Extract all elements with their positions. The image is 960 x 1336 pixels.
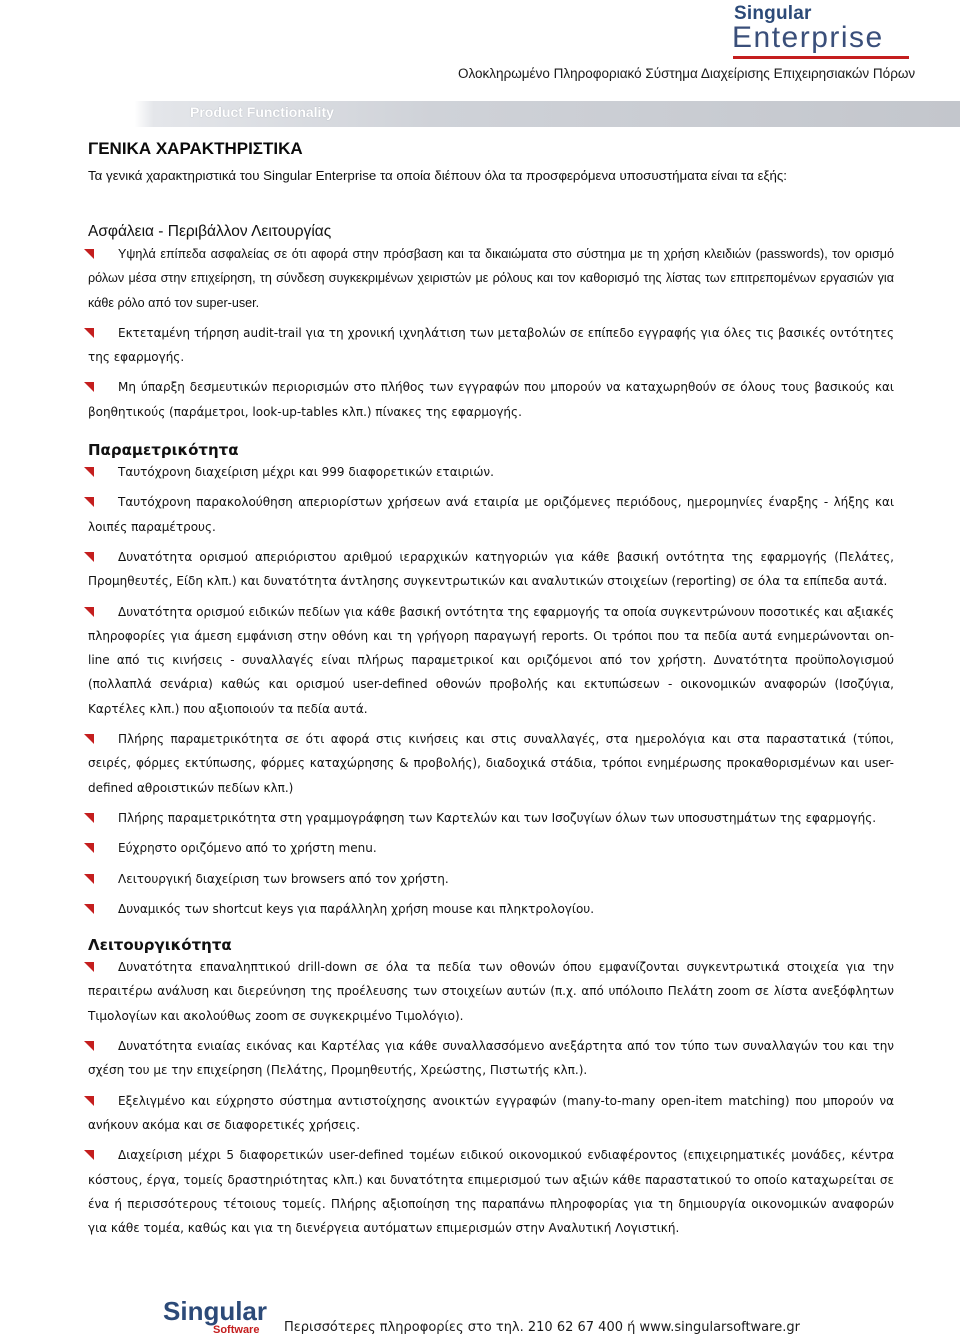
- red-bullet-icon: [84, 1150, 94, 1160]
- page-title: ΓΕΝΙΚΑ ΧΑΡΑΚΤΗΡΙΣΤΙΚΑ: [88, 139, 303, 158]
- list-item-text: Δυνατότητα ενιαίας εικόνας και Καρτέλας για κάθε συναλλασσόμενο ανεξάρτητα από τον τύπο των συναλλαγών του και την σχέση του με την επιχείρηση (Πελάτης, Προμηθευτής, Χρεώστης, Πιστωτής κλπ.).: [88, 1039, 894, 1078]
- list-item-text: Υψηλά επίπεδα ασφαλείας σε ότι αφορά στην πρόσβαση και τα δικαιώματα στο σύστημα με τη χρήση κλειδιών (passwords), τον ορισμό ρόλων μέσα στην επιχείρηση, τη σύνδεση συγκεκριμένων χειριστών με ρόλους και τον καθορισμό της λίστας των επιτρεπομένων εργασιών για κάθε ρόλο από τον super-user.: [88, 247, 894, 310]
- footer-logo: Singular: [163, 1296, 268, 1326]
- list-item: [88, 727, 894, 800]
- list-item: [88, 1089, 894, 1138]
- red-bullet-icon: [84, 813, 94, 823]
- contact-info: Περισσότερες πληροφορίες στο τηλ. 210 62 67 400 ή www.singularsoftware.gr: [284, 1320, 800, 1335]
- page-header: [0, 0, 960, 130]
- red-bullet-icon: [84, 843, 94, 853]
- red-bullet-icon: [84, 607, 94, 617]
- red-bullet-icon: [84, 904, 94, 914]
- red-bullet-icon: [84, 328, 94, 338]
- product-subtitle: Ολοκληρωμένο Πληροφοριακό Σύστημα Διαχείρισης Επιχειρησιακών Πόρων: [458, 66, 916, 81]
- list-item-text: Λειτουργική διαχείριση των browsers από τον χρήστη.: [118, 871, 449, 886]
- list-item-text: Μη ύπαρξη δεσμευτικών περιορισμών στο πλήθος των εγγραφών που μπορούν να καταχωρηθούν σε όλους τους βασικούς και βοηθητικούς (παράμετροι, look-up-tables κλπ.) πίνακες της εφαρμογής.: [88, 380, 894, 419]
- footer-logo-sub: Software: [213, 1324, 260, 1336]
- red-bullet-icon: [84, 249, 94, 259]
- list-item-text: Διαχείριση μέχρι 5 διαφορετικών user-defined τομέων ειδικού οικονομικού ενδιαφέροντος (επιχειρηματικές μονάδες, κέντρα κόστους, έργα, τομείς δραστηριότητας κλπ.) και δυνατότητα επιμερισμού των αξιών κάθε παραστατικού το οποίο καταχωρείται σε ένα ή περισσότερους τέτοιους τομείς. Πλήρης αξιοποίηση της παραπάνω πληροφορίας για τη δημιουργία οικονομικών αναφορών για κάθε τομέα, καθώς και για τη διενέργεια αυτόματων επιμερισμών στην Αναλυτική Λογιστική.: [88, 1148, 894, 1236]
- list-item: [88, 955, 894, 1028]
- list-item-text: Εύχρηστο οριζόμενο από το χρήστη menu.: [118, 841, 377, 856]
- list-item-text: Πλήρης παραμετρικότητα σε ότι αφορά στις κινήσεις και στις συναλλαγές, στα ημερολόγια και στα παραστατικά (τύποι, σειρές, φόρμες εκτύπωσης, φόρμες καταχώρησης & προβολής), διαδοχικά στάδια, τρόποι ενημέρωσης προκαθορισμένων και user-defined αθροιστικών πεδίων κλπ.): [88, 732, 894, 795]
- list-item-text: Εκτεταμένη τήρηση audit-trail για τη χρονική ιχνηλάτιση των μεταβολών σε επίπεδο εγγραφής για όλες τις βασικές οντότητες της εφαρμογής.: [88, 325, 894, 365]
- red-bullet-icon: [84, 382, 94, 392]
- list-item: [88, 836, 894, 860]
- list-item: [88, 490, 894, 539]
- red-bullet-icon: [84, 734, 94, 744]
- list-item-text: Πλήρης παραμετρικότητα στη γραμμογράφηση των Καρτελών και των Ισοζυγίων όλων των υποσυστημάτων της εφαρμογής.: [118, 810, 877, 825]
- list-item-text: Ταυτόχρονη παρακολούθηση απεριορίστων χρήσεων ανά εταιρία με οριζόμενες περιόδους, ημερομηνίες έναρξης - λήξης και λοιπές παραμέτρους.: [88, 495, 894, 534]
- logo-underline: [733, 56, 909, 59]
- list-item: [88, 242, 894, 315]
- list-item-text: Δυνατότητα ορισμού απεριόριστου αριθμού ιεραρχικών κατηγοριών για κάθε βασική οντότητα της εφαρμογής (Πελάτες, Προμηθευτές, Είδη κλπ.) και δυνατότητα άντλησης συγκεντρωτικών και αναλυτικών στοιχείων (reporting) σε όλα τα επίπεδα αυτά.: [88, 549, 894, 589]
- list-item: [88, 1143, 894, 1240]
- enterprise-logo: Enterprise: [732, 21, 884, 54]
- logo-small-text: Singular: [734, 3, 812, 24]
- red-bullet-icon: [84, 1041, 94, 1051]
- list-item-text: Εξελιγμένο και εύχρηστο σύστημα αντιστοίχησης ανοικτών εγγραφών (many-to-many open-item matching) που μπορούν να ανήκουν ακόμα και σε διαφορετικές χρήσεις.: [88, 1093, 894, 1132]
- list-item: [88, 545, 894, 594]
- product-functionality-band: [0, 101, 960, 127]
- document-body: [88, 138, 894, 1240]
- list-item: [88, 1034, 894, 1083]
- list-item-text: Ταυτόχρονη διαχείριση μέχρι και 999 διαφορετικών εταιριών.: [118, 465, 494, 480]
- list-item: [88, 375, 894, 424]
- red-bullet-icon: [84, 552, 94, 562]
- list-item-text: Δυνατότητα επαναληπτικού drill-down σε όλα τα πεδία των οθονών όπου εμφανίζονται συγκεντρωτικά στοιχεία για την περαιτέρω ανάλυση και διερεύνηση της προέλευσης των στοιχείων αυτών (π.χ. από υπόλοιπο Πελάτη zoom σε λίστα ανεξόφλητων Τιμολογίων και ακολούθως zoom σε συγκεκριμένο Τιμολόγιο).: [88, 960, 894, 1023]
- list-item: [88, 806, 894, 830]
- section-title-security: Ασφάλεια - Περιβάλλον Λειτουργίας: [88, 223, 332, 240]
- red-bullet-icon: [84, 497, 94, 507]
- section-title-parameters: Παραμετρικότητα: [88, 441, 239, 460]
- list-item-text: Δυναμικός των shortcut keys για παράλληλη χρήση mouse και πληκτρολογίου.: [118, 901, 595, 916]
- red-bullet-icon: [84, 467, 94, 477]
- section-title-functionality: Λειτουργικότητα: [88, 936, 232, 955]
- list-item-text: Δυνατότητα ορισμού ειδικών πεδίων για κάθε βασική οντότητα της εφαρμογής τα οποία συγκεντρώνουν ποσοτικές και αξιακές πληροφορίες για άμεση εμφάνιση στην οθόνη και τη γρήγορη παραγωγή reports. Οι τρόποι που τα πεδία αυτά ενημερώνονται on-line από τις κινήσεις - συναλλαγές είναι πλήρως παραμετρικοί και οριζόμενοι από τον χρήστη. Δυνατότητα προϋπολογισμού (πολλαπλά σενάρια) καθώς και ορισμού user-defined οθονών προβολής και εκτυπώσεων - οικονομικών αναφορών (Ισοζύγια, Καρτέλες κλπ.) που αξιοποιούν τα πεδία αυτά.: [88, 604, 894, 716]
- list-item: [88, 897, 894, 921]
- list-item: [88, 600, 894, 721]
- list-item: [88, 867, 894, 891]
- page-footer: [0, 1290, 960, 1336]
- list-item: [88, 460, 894, 484]
- intro-text: Τα γενικά χαρακτηριστικά του Singular Enterprise τα οποία διέπουν όλα τα προσφερόμενα υποσυστήματα είναι τα εξής:: [88, 168, 787, 183]
- list-item: [88, 321, 894, 370]
- red-bullet-icon: [84, 1096, 94, 1106]
- red-bullet-icon: [84, 962, 94, 972]
- product-functionality-label: Product Functionality: [190, 104, 334, 120]
- red-bullet-icon: [84, 874, 94, 884]
